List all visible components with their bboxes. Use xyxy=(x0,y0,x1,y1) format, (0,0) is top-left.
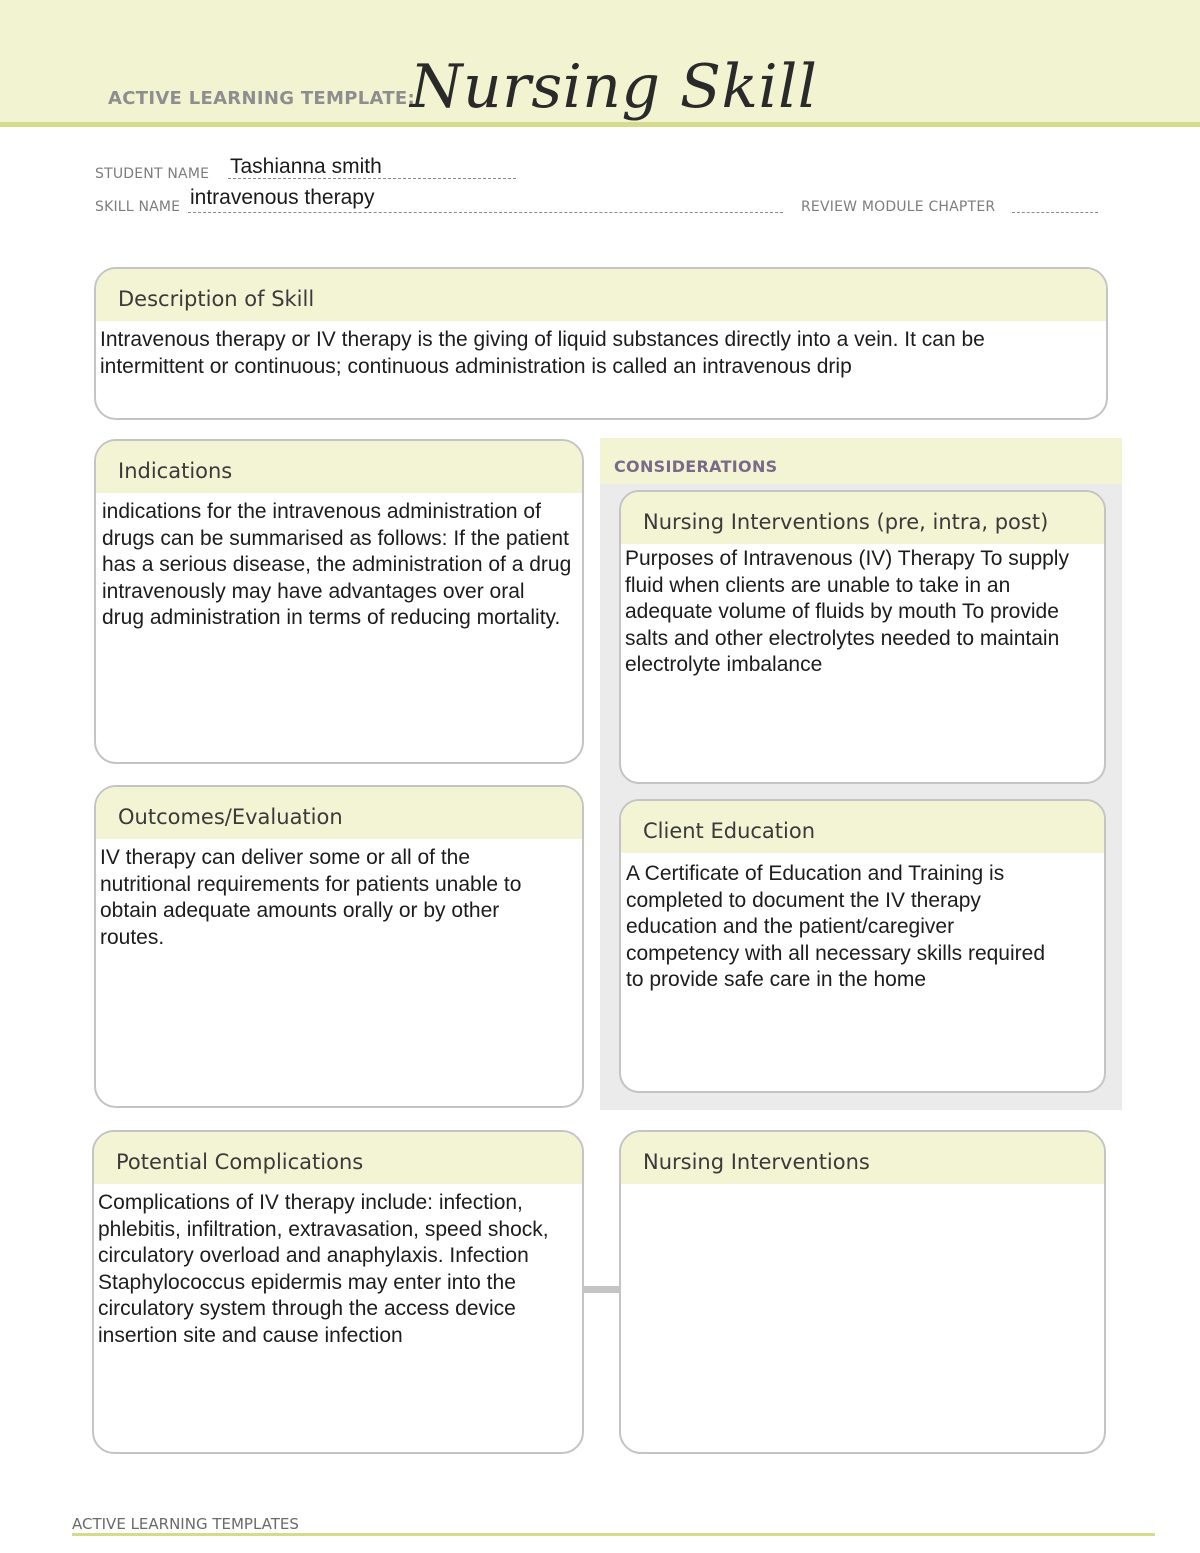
nursing-interventions-text[interactable] xyxy=(621,1184,1104,1190)
nursing-interventions-pip-box xyxy=(619,490,1106,784)
description-box xyxy=(94,267,1108,420)
complications-box xyxy=(92,1130,584,1454)
complications-text[interactable]: Complications of IV therapy include: infection, phlebitis, infiltration, extravasation, speed shock, circulatory overload and anaphylaxis. Infection Staphylococcus epidermis may enter into the circulatory system through the access device insertion site and cause infection xyxy=(98,1191,549,1347)
considerations-label: CONSIDERATIONS xyxy=(614,457,778,476)
indications-title: Indications xyxy=(96,441,582,493)
client-education-box xyxy=(619,799,1106,1093)
student-name-field[interactable]: Tashianna smith xyxy=(230,155,382,178)
nursing-interventions-pip-title: Nursing Interventions (pre, intra, post) xyxy=(621,492,1104,544)
outcomes-title: Outcomes/Evaluation xyxy=(96,787,582,839)
outcomes-box xyxy=(94,785,584,1108)
header-divider xyxy=(0,122,1200,127)
complications-title: Potential Complications xyxy=(94,1132,582,1184)
skill-name-field[interactable]: intravenous therapy xyxy=(190,186,375,209)
review-module-underline xyxy=(1012,212,1098,213)
footer-divider xyxy=(72,1533,1155,1536)
template-label: ACTIVE LEARNING TEMPLATE: xyxy=(108,88,415,109)
nursing-interventions-title: Nursing Interventions xyxy=(621,1132,1104,1184)
indications-box xyxy=(94,439,584,764)
nursing-interventions-pip-text[interactable]: Purposes of Intravenous (IV) Therapy To supply fluid when clients are unable to take in an adequate volume of fluids by mouth To provide salts and other electrolytes needed to maintain electrolyte imbalance xyxy=(625,547,1069,676)
client-education-text[interactable]: A Certificate of Education and Training is completed to document the IV therapy education and the patient/caregiver competency with all necessary skills required to provide safe care in the home xyxy=(626,862,1046,991)
skill-name-label: SKILL NAME xyxy=(95,199,181,215)
skill-name-underline xyxy=(188,212,783,213)
client-education-title: Client Education xyxy=(621,801,1104,853)
template-title: Nursing Skill xyxy=(410,52,818,122)
footer-label: ACTIVE LEARNING TEMPLATES xyxy=(72,1515,299,1533)
nursing-interventions-box xyxy=(619,1130,1106,1454)
review-module-label: REVIEW MODULE CHAPTER xyxy=(801,199,996,215)
box-connector xyxy=(582,1286,622,1293)
student-name-label: STUDENT NAME xyxy=(95,166,210,182)
description-text[interactable]: Intravenous therapy or IV therapy is the giving of liquid substances directly into a vein. It can be intermittent or continuous; continuous administration is called an intravenous drip xyxy=(100,328,985,378)
outcomes-text[interactable]: IV therapy can deliver some or all of the nutritional requirements for patients unable to obtain adequate amounts orally or by other routes. xyxy=(100,846,522,949)
indications-text[interactable]: indications for the intravenous administration of drugs can be summarised as follows: If the patient has a serious disease, the administration of a drug intravenously may have advantages over oral drug administration in terms of reducing mortality. xyxy=(102,500,572,629)
description-title: Description of Skill xyxy=(96,269,1106,321)
